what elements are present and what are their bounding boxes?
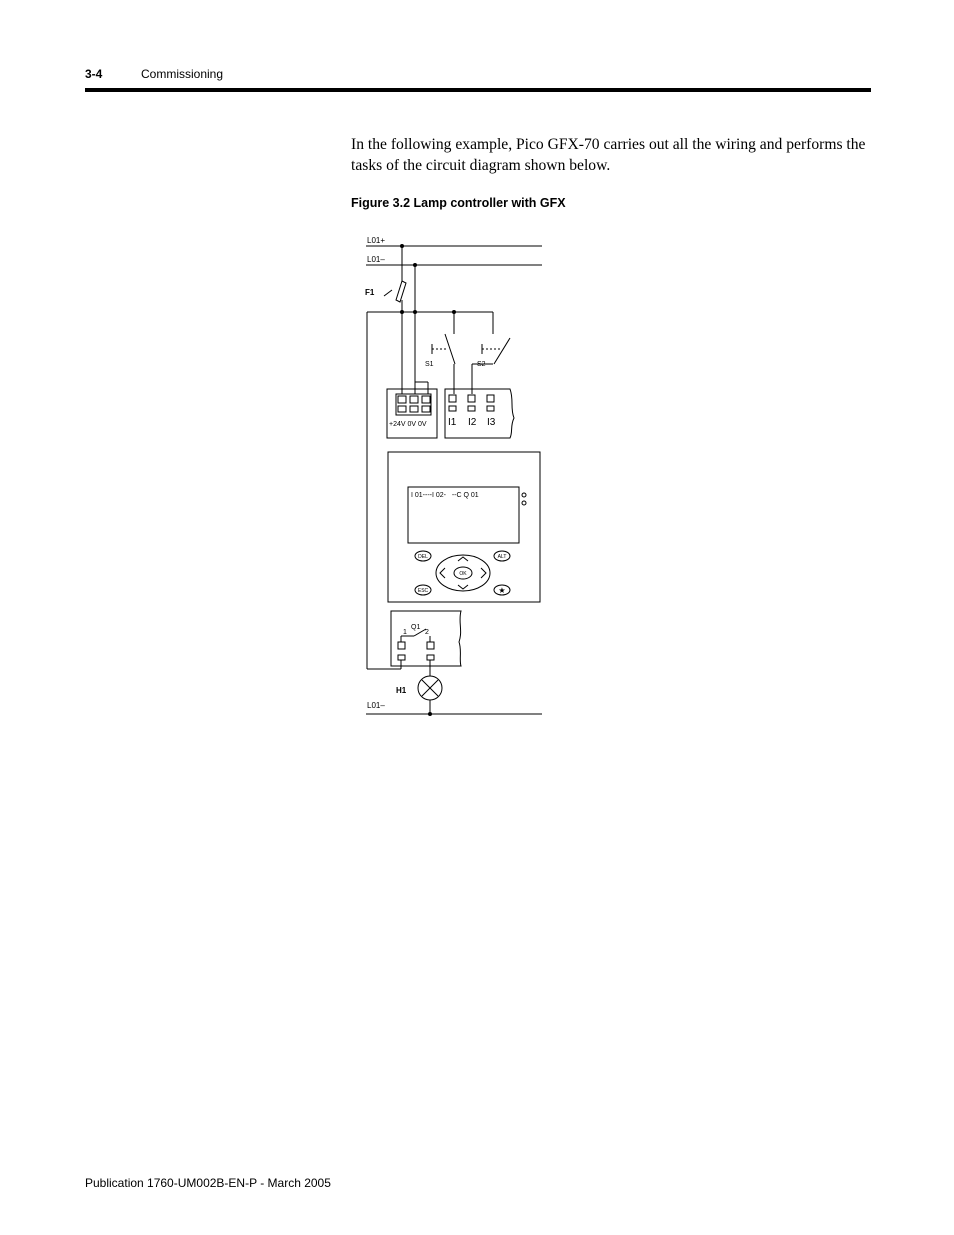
terminal-screw	[410, 396, 418, 403]
s2-contact	[494, 338, 510, 364]
terminal-screw	[398, 396, 406, 403]
label-i3: I3	[487, 417, 496, 428]
esc-key-label: ESC	[417, 588, 429, 594]
right-arrow-icon	[481, 568, 486, 578]
status-led	[522, 493, 526, 497]
label-l01-minus-top: L01–	[367, 255, 385, 264]
junction-dot	[400, 310, 404, 314]
up-arrow-icon	[458, 557, 468, 561]
junction-dot	[413, 263, 417, 267]
status-led	[522, 501, 526, 505]
down-arrow-icon	[458, 585, 468, 589]
output-terminal-screw	[398, 655, 405, 660]
terminal-screw	[410, 406, 418, 412]
input-terminal-screw	[487, 406, 494, 411]
label-l01-minus-bottom: L01–	[367, 701, 385, 710]
label-contact-2: 2	[425, 629, 429, 636]
label-power-terminals: +24V 0V 0V	[389, 421, 427, 428]
fuse-symbol	[396, 281, 406, 302]
output-terminal-screw	[427, 655, 434, 660]
label-q1: Q1	[411, 624, 421, 631]
terminal-screw	[422, 396, 430, 403]
label-fuse-f1: F1	[365, 288, 375, 297]
input-terminal-i2	[468, 395, 475, 402]
body-paragraph: In the following example, Pico GFX-70 carries out all the wiring and performs the tasks of the circuit diagram shown below.	[351, 136, 866, 174]
input-terminal-screw	[449, 406, 456, 411]
del-key-label: DEL	[418, 554, 428, 560]
figure-caption: Figure 3.2 Lamp controller with GFX	[351, 196, 566, 210]
star-key-label: ★	[498, 586, 506, 595]
ok-key-label: OK	[459, 571, 467, 577]
output-terminal-1	[398, 642, 405, 649]
alt-key-label: ALT	[497, 554, 507, 560]
label-s1: S1	[425, 361, 434, 368]
section-number: 3-4	[85, 67, 103, 81]
junction-dot	[400, 244, 404, 248]
junction-dot	[413, 310, 417, 314]
label-i2: I2	[468, 417, 477, 428]
label-l01-plus: L01+	[367, 236, 386, 245]
input-terminal-i3	[487, 395, 494, 402]
output-terminal-2	[427, 642, 434, 649]
footer-publication: Publication 1760-UM002B-EN-P - March 2005	[85, 1176, 331, 1190]
pico-gfx-unit	[388, 452, 540, 602]
input-terminal-block	[445, 389, 514, 438]
label-contact-1: 1	[403, 629, 407, 636]
junction-dot	[452, 310, 456, 314]
lcd-circuit-line: I 01----I 02- --C Q 01	[411, 492, 479, 499]
label-lamp-h1: H1	[396, 686, 407, 695]
input-terminal-i1	[449, 395, 456, 402]
fuse-arrow	[384, 290, 392, 296]
input-terminal-screw	[468, 406, 475, 411]
terminal-screw	[398, 406, 406, 412]
left-arrow-icon	[440, 568, 445, 578]
terminal-screw	[422, 406, 430, 412]
label-s2: S2	[477, 361, 486, 368]
label-i1: I1	[448, 417, 457, 428]
s1-contact	[445, 334, 455, 364]
chapter-title: Commissioning	[141, 67, 224, 81]
